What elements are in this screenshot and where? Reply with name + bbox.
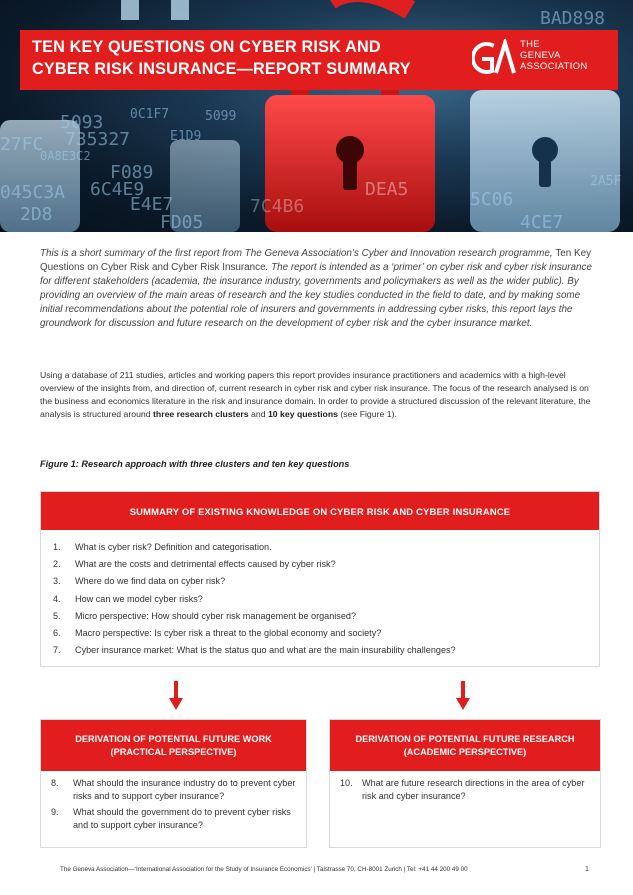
figure-caption: Figure 1: Research approach with three clusters and ten key questions [40, 459, 350, 469]
item-text: Cyber insurance market: What is the status quo and what are the main insurability challenges? [75, 645, 456, 656]
hex-text: E4E7 [130, 194, 174, 215]
logo-text-line: GENEVA [520, 50, 561, 61]
hex-text: 2A5F [590, 174, 622, 189]
list-item [41, 556, 599, 573]
item-text: What is cyber risk? Definition and categorisation. [75, 542, 272, 552]
box-subtitle: (PRACTICAL PERSPECTIVE) [110, 746, 237, 757]
item-text: How can we model cyber risks? [75, 593, 203, 604]
item-text: Micro perspective: How should cyber risk management be organised? [75, 610, 357, 621]
report-title-line: TEN KEY QUESTIONS ON CYBER RISK AND [32, 38, 381, 56]
geneva-association-logo-icon [472, 39, 516, 77]
item-number: 5. [53, 610, 61, 621]
item-text: What are future research directions in the area of cyber risk and cyber insurance? [362, 778, 585, 801]
item-number: 3. [53, 576, 61, 587]
list-item [41, 625, 599, 642]
intro-paragraph [40, 247, 600, 331]
box-title: SUMMARY OF EXISTING KNOWLEDGE ON CYBER RISK AND CYBER INSURANCE [129, 505, 511, 517]
item-text: What are the costs and detrimental effects caused by cyber risk? [75, 559, 336, 570]
list-item [41, 608, 599, 625]
item-number: 7. [53, 645, 61, 656]
item-number: 10. [340, 778, 353, 788]
item-number: 9. [51, 807, 59, 817]
item-number: 2. [53, 559, 61, 570]
body-text: Using a database of 211 studies, articles and working papers this report provides insurance practitioners and academics with a high-level overview of the insights from, and direction of, current research in cyber risk and cyber risk insurance. The focus of the research analysed is on the business and economics literature in the risk and insurance domain. In order to provide a structured discussion of the relevant literature, the analysis is structured around [40, 370, 591, 419]
hex-text: 5093 [60, 112, 104, 133]
hex-text: 27FC [0, 134, 44, 155]
report-title [32, 36, 462, 80]
list-item [330, 777, 600, 803]
arrow-down-icon [169, 681, 183, 711]
list-item [41, 573, 599, 590]
logo-text-line: THE [520, 39, 540, 50]
question-list [41, 530, 599, 659]
item-text: What should the insurance industry do to prevent cyber risks and to support cyber insurance? [73, 778, 296, 801]
item-text: What should the government do to prevent cyber risks and to support cyber insurance? [73, 807, 291, 830]
item-text: Where do we find data on cyber risk? [75, 576, 226, 587]
box-title: DERIVATION OF POTENTIAL FUTURE RESEARCH [355, 733, 575, 744]
hex-text: 0C1F7 [130, 107, 170, 122]
intro-text: . The report is intended as a ‘primer’ on cyber risk and cyber risk insurance for different stakeholders (academia, the insurance industry, governments and policymakers as well as the wider public). By providing an overview of the main areas of research and the key studies conducted in the field to date, and by making some initial recommendations about the potential role of insurers and governments in addressing cyber risks, this report lays the groundwork for discussion and future research on the development of cyber risk and the cyber insurance market. [40, 262, 592, 329]
item-number: 4. [53, 593, 61, 604]
list-item [41, 591, 599, 608]
item-number: 1. [53, 542, 61, 552]
list-item [41, 806, 306, 832]
list-item [41, 642, 599, 659]
list-item [41, 777, 306, 803]
hex-text: BAD898 [540, 8, 606, 29]
box-subtitle: (ACADEMIC PERSPECTIVE) [403, 746, 527, 757]
future-work-box [40, 719, 307, 848]
item-number: 8. [51, 778, 59, 788]
body-bold: 10 key questions [267, 409, 338, 419]
hex-text: 045C3A [0, 182, 66, 203]
body-paragraph [40, 369, 600, 421]
footer-text: The Geneva Association—‘International Association for the Study of Insurance Economics’ | Talstrasse 70, CH-8001 Zurich | Tel: +41 44 200 49 00 [60, 866, 468, 873]
hex-text: 2D8 [20, 204, 53, 225]
intro-text: This is a short summary of the first report from The Geneva Association’s Cyber and Innovation research programme, [40, 248, 553, 259]
hex-text: 5C06 [470, 189, 514, 210]
list-item [41, 539, 599, 556]
box-header [330, 720, 600, 771]
box-header [41, 492, 599, 530]
body-text: (see Figure 1). [337, 409, 397, 419]
question-list [330, 771, 600, 803]
item-number: 6. [53, 627, 61, 638]
hex-text: 7C4B6 [250, 196, 305, 217]
hex-text: E1D9 [170, 129, 202, 144]
title-banner [20, 30, 618, 90]
hex-text: 735327 [65, 129, 131, 150]
logo-text-line: ASSOCIATION [520, 61, 588, 72]
hex-text: 5099 [205, 109, 237, 124]
body-text: and [248, 409, 268, 419]
hex-text: DEA5 [365, 179, 409, 200]
hero-image [0, 0, 633, 232]
future-research-box [329, 719, 601, 848]
report-title-line: CYBER RISK INSURANCE—REPORT SUMMARY [32, 60, 411, 78]
question-list [41, 771, 306, 832]
hex-text: FD05 [160, 212, 204, 232]
report-name: Ten Key Questions on Cyber Risk and Cyber Risk Insurance [40, 248, 592, 273]
hex-text: 4CE7 [520, 212, 564, 232]
item-text: Macro perspective: Is cyber risk a threat to the global economy and society? [75, 627, 382, 638]
hex-text: F089 [110, 162, 154, 183]
box-header [41, 720, 306, 771]
arrow-down-icon [456, 681, 470, 711]
existing-knowledge-box [40, 491, 600, 667]
logo-wordmark [520, 39, 588, 72]
page-number: 1 [585, 866, 589, 873]
box-title: DERIVATION OF POTENTIAL FUTURE WORK [75, 733, 272, 744]
body-bold: three research clusters [153, 409, 249, 419]
hex-text: 0A8E3C2 [40, 149, 91, 163]
hex-text: 6C4E9 [90, 179, 145, 200]
